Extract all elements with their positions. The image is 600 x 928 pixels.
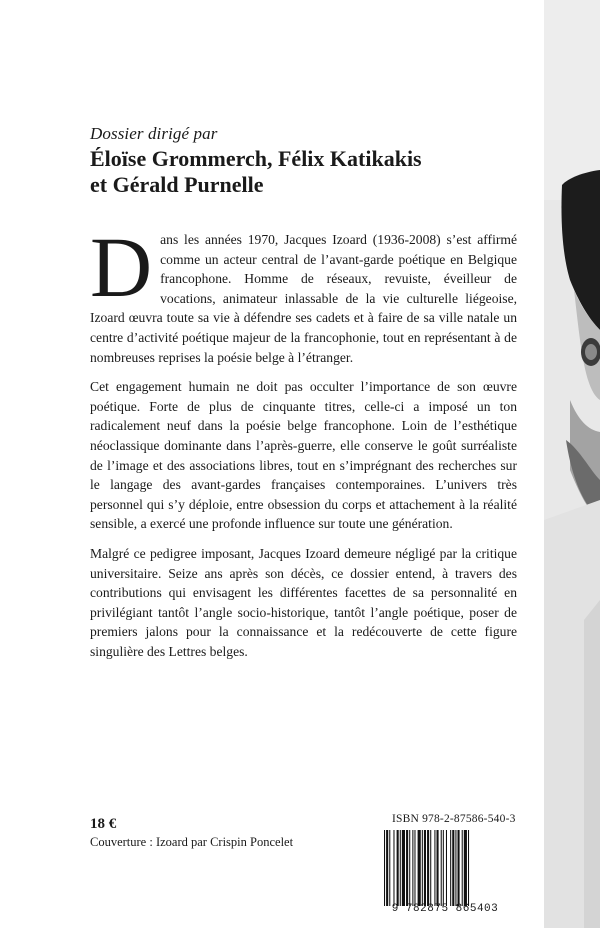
author-portrait-image [544,0,600,928]
drop-cap: D [90,219,153,315]
cover-credit: Couverture : Izoard par Crispin Poncelet [90,835,294,849]
back-cover-text [90,219,517,671]
editors-intro: Dossier dirigé par [90,124,218,143]
barcode-digits: 9 782875 865403 [391,903,499,915]
paragraph-3: Malgré ce pedigree imposant, Jacques Izoard demeure négligé par la critique universitaire. Seize ans après son décès, ce dossier entend, à travers des contributions qui envisagent les différentes facettes de sa personnalité en privilégiant tantôt l’angle socio-historique, tantôt l’angle poétique, poser de premiers jalons pour la connaissance et la redécouverte de cette figure singulière des Lettres belges. [90,545,517,659]
isbn-number: ISBN 978-2-87586-540-3 [392,813,516,825]
editors-names-line2: et Gérald Purnelle [90,172,264,197]
cover-photo-strip [544,0,600,928]
editors-names [90,146,520,198]
paragraph-2: Cet engagement humain ne doit pas occulter l’importance de son œuvre poétique. Forte de plus de cinquante titres, celle-ci a imposé un ton radicalement neuf dans la poésie belge francophone. Loin de l’esthétique néoclassique dominante dans l’après-guerre, elle conserve le goût surréaliste de l’image et des associations libres, tout en s’imprégnant des recherches sur le langage des avant-gardes françaises contemporaines. L’univers très personnel qui s’y déploie, entre obsession du corps et attachement à la réalité sensible, a exercé une profonde influence sur toute une génération. [90,379,517,532]
paragraph-1-text: ans les années 1970, Jacques Izoard (1936-2008) s’est affirmé comme un acteur central de l’avant-garde poétique en Belgique francophone. Homme de réseaux, revuiste, éveilleur de vocations, animateur inlassable de la vie culturelle liégeoise, Izoard œuvra toute sa vie à défendre ses cadets et à faire de sa ville natale un centre d’activité poétique majeur de la francophonie, tout en représentant à de nombreuses reprises la poésie belge à l’étranger. [90,232,517,365]
editors-names-line1: Éloïse Grommerch, Félix Katikakis [90,146,422,171]
paragraph-1 [90,219,517,367]
isbn-barcode [382,830,508,906]
price: 18 € [90,816,117,832]
